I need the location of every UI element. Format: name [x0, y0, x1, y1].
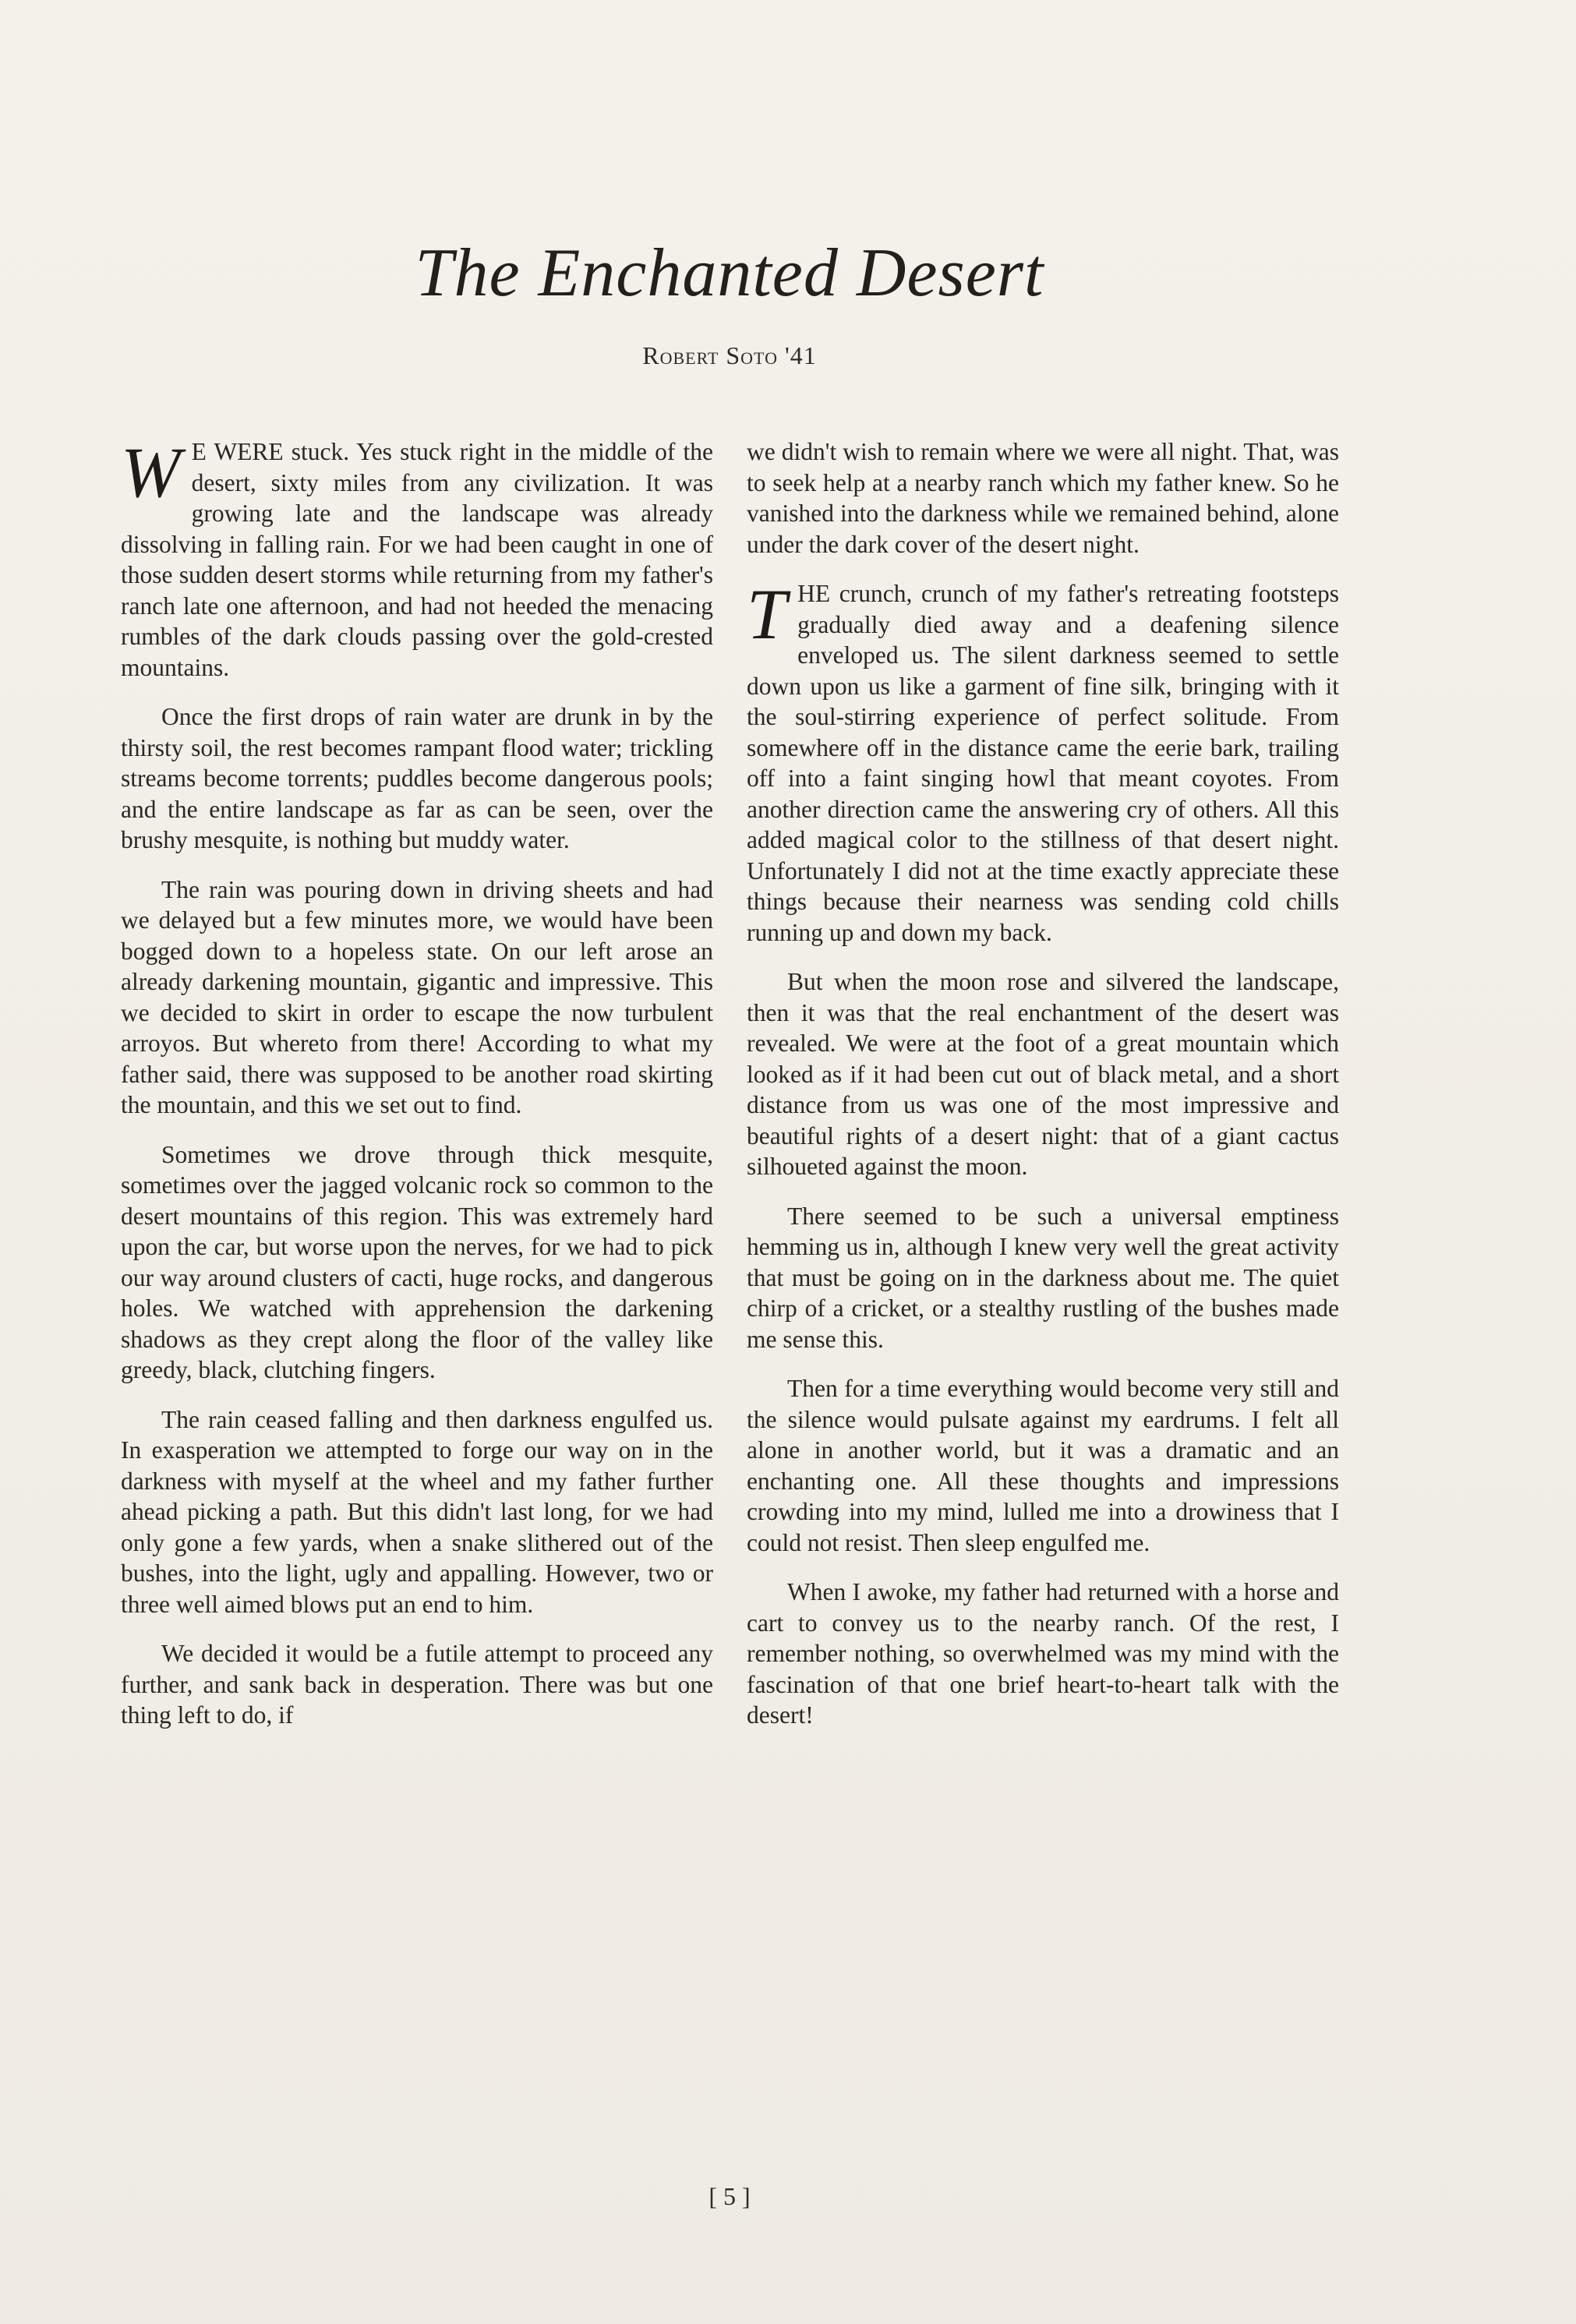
paragraph: Sometimes we drove through thick mesquite, sometimes over the jagged volcanic rock so common to the desert mountains of this region. This was extremely hard upon the car, but worse upon the nerves, for we had to pick our way around clusters of cacti, huge rocks, and dangerous holes. We watched with apprehension the darkening shadows as they crept along the floor of the valley like greedy, black, clutching fingers.: [121, 1140, 713, 1383]
paragraph: Then for a time everything would become very still and the silence would pulsate against my eardrums. I felt all alone in another world, but it was a dramatic and an enchanting one. All these thoughts and impressions crowding into my mind, lulled me into a drowiness that I could not resist. Then sleep engulfed me.: [747, 1375, 1339, 1556]
paragraph: We decided it would be a futile attempt to proceed any further, and sank back in desperation. There was but one thing left to do, if: [121, 1640, 713, 1729]
paragraph: When I awoke, my father had returned with a horse and cart to convey us to the nearby ranch. Of the rest, I remember nothing, so overwhelmed was my mind with the fascination of that one brief heart-to-heart talk with the desert!: [747, 1578, 1339, 1729]
left-column: [121, 433, 713, 1750]
paragraph-text: E WERE stuck. Yes stuck right in the middle of the desert, sixty miles from any civilization. It was growing late and the landscape was already dissolving in falling rain. For we had been caught in one of those sudden desert storms while returning from my father's ranch late one afternoon, and had not heeded the menacing rumbles of the dark clouds passing over the gold-crested mountains.: [121, 438, 713, 681]
paragraph: [747, 574, 1339, 948]
paragraph: [121, 433, 713, 683]
paragraph: Once the first drops of rain water are drunk in by the thirsty soil, the rest becomes rampant flood water; trickling streams become torrents; puddles become dangerous pools; and the entire landscape as far as can be seen, over the brushy mesquite, is nothing but muddy water.: [121, 703, 713, 853]
paragraph: The rain ceased falling and then darkness engulfed us. In exasperation we attempted to forge our way on in the darkness with myself at the wheel and my father further ahead picking a path. But this didn't last long, for we had only gone a few yards, when a snake slithered out of the bushes, into the light, ugly and appalling. However, two or three well aimed blows put an end to him.: [121, 1405, 713, 1618]
paragraph: There seemed to be such a universal emptiness hemming us in, although I knew very well the great activity that must be going on in the darkness about me. The quiet chirp of a cricket, or a stealthy rustling of the bushes made me sense this.: [747, 1202, 1339, 1353]
article-title: The Enchanted Desert: [415, 235, 1044, 311]
drop-cap: T: [747, 574, 787, 654]
paragraph: The rain was pouring down in driving sheets and had we delayed but a few minutes more, we would have been bogged down to a hopeless state. On our left arose an already darkening mountain, gigantic and impressive. This we decided to skirt in order to escape the now turbulent arroyos. But whereto from there! According to what my father said, there was supposed to be another road skirting the mountain, and this we set out to find.: [121, 875, 713, 1118]
right-column: [747, 436, 1339, 1750]
drop-cap: W: [121, 433, 181, 512]
paragraph: But when the moon rose and silvered the landscape, then it was that the real enchantment of the desert was revealed. We were at the foot of a great mountain which looked as if it had been cut out of black metal, and a short distance from us was one of the most impressive and beautiful rights of a desert night: that of a giant cactus silhoueted against the moon.: [747, 968, 1339, 1180]
article-byline: Robert Soto '41: [642, 341, 817, 369]
paragraph-text: HE crunch, crunch of my father's retreating footsteps gradually died away and a deafening silence enveloped us. The silent darkness seemed to settle down upon us like a garment of fine silk, bringing with it the soul-stirring experience of perfect solitude. From somewhere off in the distance came the eerie bark, trailing off into a faint singing howl that meant coyotes. From another direction came the answering cry of others. All this added magical color to the stillness of that desert night. Unfortunately I did not at the time exactly appreciate these things because their nearness was sending cold chills running up and down my back.: [747, 580, 1339, 946]
paragraph: we didn't wish to remain where we were all night. That, was to seek help at a nearby ranch which my father knew. So he vanished into the darkness while we remained behind, alone under the dark cover of the desert night.: [747, 438, 1339, 558]
page-number: [ 5 ]: [708, 2182, 751, 2210]
